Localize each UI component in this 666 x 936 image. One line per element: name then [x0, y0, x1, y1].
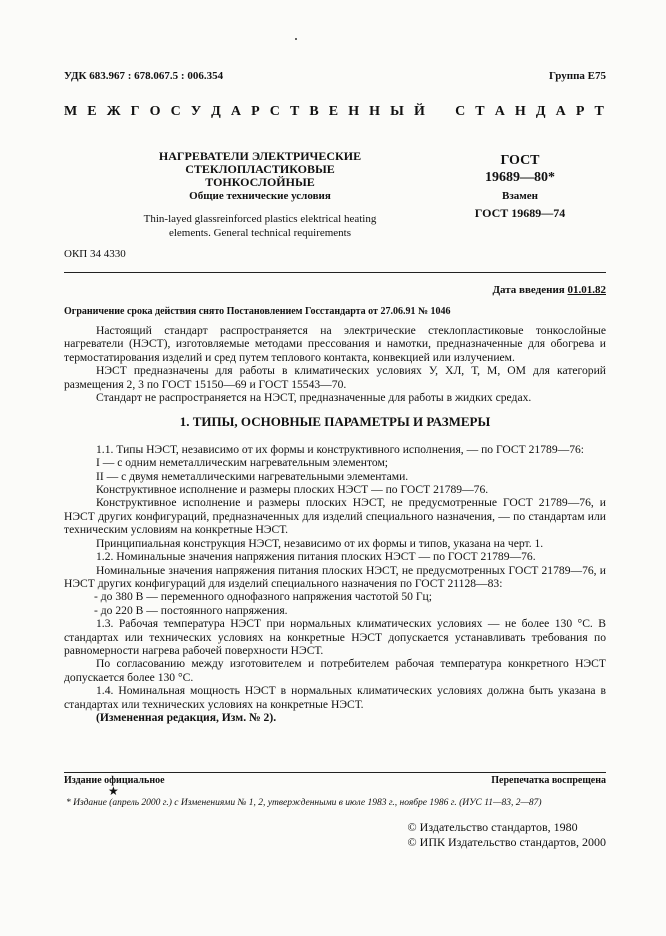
- banner-letter: О: [149, 104, 161, 119]
- group-code: Группа Е75: [548, 70, 606, 82]
- banner-letter: Н: [514, 104, 526, 119]
- intro-paragraph-2: НЭСТ предназначены для работы в климатических условиях У, ХЛ, Т, М, ОМ для категорий размещения 2, 3 по ГОСТ 15150—69 и ГОСТ 15543—70.: [64, 364, 606, 391]
- effective-date-label: Дата введения: [492, 284, 565, 296]
- design-other-paragraph: Конструктивное исполнение и размеры плоских НЭСТ, не предусмотренные ГОСТ 21789—76, и НЭСТ других конфигураций, предназначенных для изделий специального назначения, — по стандартам или техническим условиям на конкретные НЭСТ.: [64, 496, 606, 537]
- banner-letter: А: [494, 104, 505, 119]
- temperature-agreement: По согласованию между изготовителем и потребителем рабочая температура конкретного НЭСТ допускается более 130 °С.: [64, 657, 606, 684]
- clause-1-3: 1.3. Рабочая температура НЭСТ при нормальных климатических условиях — не более 130 °С. В стандартах или технических условиях на конкретные НЭСТ допускается устанавливать требования по равномерности нагрева рабочей поверхности НЭСТ.: [64, 617, 606, 657]
- gost-number: [470, 152, 570, 186]
- clause-1-2: 1.2. Номинальные значения напряжения питания плоских НЭСТ — по ГОСТ 21789—76.: [96, 550, 536, 564]
- banner-letter: М: [64, 104, 78, 119]
- gost-code: 19689—80*: [485, 170, 555, 185]
- voltage-dc: - до 220 В — постоянного напряжения.: [94, 603, 288, 617]
- banner-letter: Ы: [390, 104, 404, 119]
- banner-letter: Т: [594, 104, 604, 119]
- english-title-line-1: Thin-layed glassreinforced plastics elektrical heating: [143, 213, 377, 225]
- banner-letter: Д: [535, 104, 546, 119]
- banner-letter: Ж: [106, 104, 121, 119]
- banner-letter: Д: [211, 104, 221, 119]
- edition-footnote: * Издание (апрель 2000 г.) с Изменениями № 1, 2, утвержденными в июле 1983 г., ноябре 1986 г. (ИУС 11—83, 2—87): [66, 798, 542, 808]
- udk-code: УДК 683.967 : 678.067.5 : 006.354: [64, 70, 224, 82]
- voltage-paragraph: Номинальные значения напряжения питания плоских НЭСТ, не предусмотренных ГОСТ 21789—76, и НЭСТ других конфигураций для изделий специального назначения по ГОСТ 21128—83:: [64, 563, 606, 590]
- type-ii: II — с двумя неметаллическими нагревательными элементами.: [96, 469, 409, 483]
- banner-letter: Н: [348, 104, 360, 119]
- banner-letter: Й: [413, 104, 425, 119]
- banner-letter: А: [555, 104, 566, 119]
- clause-1-4: 1.4. Номинальная мощность НЭСТ в нормальных климатических условиях должна быть указана в стандартах или технических условиях на конкретные НЭСТ.: [64, 684, 606, 711]
- title-line-2: СТЕКЛОПЛАСТИКОВЫЕ ТОНКОСЛОЙНЫЕ: [185, 162, 335, 189]
- okp-code: ОКП 34 4330: [64, 248, 126, 260]
- banner-letter: Т: [475, 104, 485, 119]
- type-i: I — с одним неметаллическим нагревательным элементом;: [96, 456, 389, 470]
- principle-paragraph: Принципиальная конструкция НЭСТ, независимо от их формы и типов, указана на черт. 1.: [96, 536, 544, 550]
- validity-limit-note: Ограничение срока действия снято Постановлением Госстандарта от 27.06.91 № 1046: [64, 306, 451, 317]
- official-edition: Издание официальное: [64, 775, 165, 786]
- section-heading: 1. ТИПЫ, ОСНОВНЫЕ ПАРАМЕТРЫ И РАЗМЕРЫ: [179, 414, 491, 430]
- banner-letter: Е: [328, 104, 339, 119]
- banner-letter: Р: [251, 104, 260, 119]
- english-title-line-2: elements. General technical requirements: [168, 227, 352, 239]
- reprint-prohibited: Перепечатка воспрещена: [491, 775, 606, 786]
- copyright-block: [408, 820, 606, 850]
- intro-paragraph-3: Стандарт не распространяется на НЭСТ, предназначенные для работы в жидких средах.: [96, 391, 532, 405]
- amendment-note: (Измененная редакция, Изм. № 2).: [96, 710, 277, 724]
- interstate-standard-banner: [64, 104, 604, 120]
- banner-letter: У: [190, 104, 202, 119]
- effective-date-value: 01.01.82: [567, 284, 606, 296]
- copyright-2000: © ИПК Издательство стандартов, 2000: [407, 835, 606, 849]
- banner-letter: Г: [130, 104, 140, 119]
- banner-letter: Н: [369, 104, 381, 119]
- clause-1-1: 1.1. Типы НЭСТ, независимо от их формы и конструктивного исполнения, — по ГОСТ 21789—76:: [96, 442, 585, 456]
- document-subtitle: Общие технические условия: [189, 190, 331, 202]
- star-icon: ★: [108, 784, 119, 798]
- english-title: [110, 212, 410, 240]
- banner-letter: С: [269, 104, 280, 119]
- title-line-1: НАГРЕВАТЕЛИ ЭЛЕКТРИЧЕСКИЕ: [158, 149, 362, 163]
- scan-dot: [295, 38, 297, 40]
- banner-letter: С: [170, 104, 181, 119]
- replaced-gost: ГОСТ 19689—74: [474, 206, 566, 220]
- banner-letter: А: [230, 104, 242, 119]
- design-paragraph: Конструктивное исполнение и размеры плоских НЭСТ — по ГОСТ 21789—76.: [96, 483, 489, 497]
- document-body: [64, 324, 606, 724]
- banner-letter: В: [309, 104, 319, 119]
- intro-paragraph-1: Настоящий стандарт распространяется на электрические стеклопластиковые тонкослойные нагреватели (НЭСТ), изготовляемые методами прессования и намотки, предназначенные для обогрева и термостатирования изделий и сред путем теплового контакта, конвекцией или излучением.: [64, 324, 606, 364]
- banner-letter: Е: [87, 104, 97, 119]
- banner-letter: Р: [575, 104, 585, 119]
- voltage-ac: - до 380 В — переменного однофазного напряжения частотой 50 Гц;: [94, 590, 432, 604]
- divider-bottom: [64, 772, 606, 773]
- copyright-1980: © Издательство стандартов, 1980: [407, 820, 578, 834]
- effective-date: [492, 284, 606, 296]
- document-title: [140, 150, 380, 189]
- banner-letter: С: [455, 104, 466, 119]
- divider-top: [64, 272, 606, 273]
- gost-label: ГОСТ: [500, 153, 540, 168]
- replace-label: Взамен: [502, 190, 538, 202]
- banner-letter: Т: [289, 104, 300, 119]
